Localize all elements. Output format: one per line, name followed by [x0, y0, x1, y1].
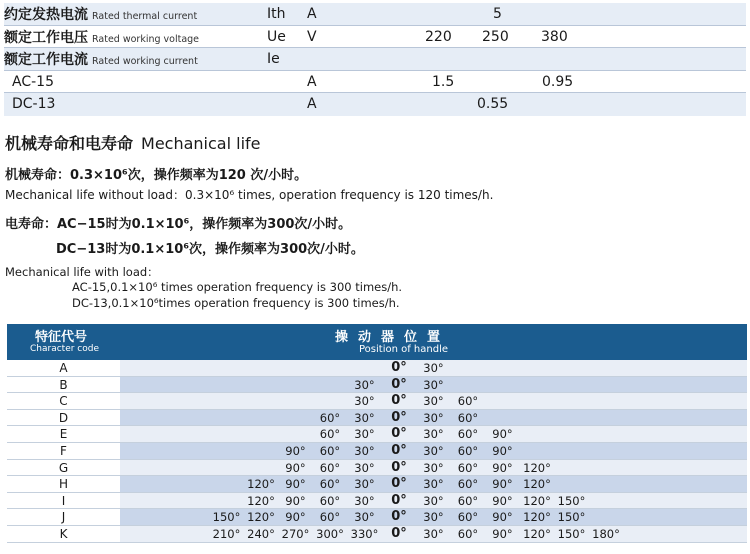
handle-angle: 30°	[354, 443, 375, 458]
character-code: J	[7, 509, 120, 525]
character-code: G	[7, 460, 120, 476]
handle-position-table	[7, 324, 747, 543]
rating-row-current	[4, 48, 746, 71]
mech-life-zh: 机械寿命：0.3×10⁶次，操作频率为120 次/小时。	[5, 168, 308, 183]
handle-angle: 150°	[557, 526, 586, 541]
handle-row	[7, 360, 747, 377]
handle-row	[7, 443, 747, 460]
elec-life-zh-dc: DC−13时为0.1×10⁶次，操作频率为300次/小时。	[56, 242, 364, 257]
handle-angle: 240°	[247, 526, 275, 541]
elec-life-en-dc: DC-13,0.1×10⁶times operation frequency is 300 times/h.	[72, 296, 400, 310]
handle-angle: 120°	[523, 526, 551, 541]
handle-angle: 120°	[523, 460, 551, 475]
handle-angle: 270°	[281, 526, 310, 541]
character-code: I	[7, 493, 120, 509]
handle-angle: 30°	[423, 443, 444, 458]
handle-angle: 90°	[492, 510, 513, 525]
handle-angle: 90°	[492, 443, 513, 458]
handle-row	[7, 476, 747, 493]
rating-category: AC-15	[12, 73, 54, 90]
handle-row	[7, 426, 747, 443]
handle-angle: 300°	[316, 526, 344, 541]
rating-row-voltage	[4, 26, 746, 49]
rating-row-ac15	[4, 71, 746, 94]
section-title-zh: 机械寿命和电寿命	[5, 134, 134, 153]
character-code: E	[7, 426, 120, 442]
rating-row-dc13	[4, 93, 746, 116]
handle-angle: 30°	[423, 361, 444, 375]
handle-angle: 60°	[319, 510, 341, 525]
handle-row	[7, 410, 747, 427]
rating-value: 380	[541, 28, 568, 45]
handle-row	[7, 393, 747, 410]
handle-angle: 60°	[319, 460, 341, 475]
handle-angle-zero: 0°	[391, 459, 407, 475]
header-code-en: Character code	[30, 344, 99, 354]
elec-life-en-ac: AC-15,0.1×10⁶ times operation frequency is 300 times/h.	[72, 280, 403, 294]
handle-angle: 60°	[457, 427, 479, 442]
handle-angle: 120°	[247, 510, 275, 525]
character-code: A	[7, 360, 120, 376]
handle-angle: 60°	[457, 510, 479, 525]
rating-unit: V	[307, 28, 317, 45]
handle-angle-zero: 0°	[391, 476, 407, 492]
handle-angle: 90°	[492, 427, 513, 442]
handle-table-body	[7, 360, 747, 543]
rating-symbol: Ue	[267, 28, 286, 45]
handle-angle: 60°	[319, 410, 341, 425]
handle-angle: 60°	[457, 526, 479, 541]
handle-angle: 90°	[285, 460, 306, 475]
section-title-en: Mechanical life	[141, 134, 261, 153]
handle-angle: 90°	[285, 510, 306, 525]
handle-angle: 30°	[423, 377, 444, 392]
handle-angle-zero: 0°	[391, 360, 407, 375]
section-title	[5, 131, 261, 154]
character-code: B	[7, 377, 120, 393]
handle-angle: 60°	[319, 493, 341, 508]
handle-angle: 120°	[247, 493, 275, 508]
rating-label-en: Rated working current	[92, 56, 198, 68]
rating-label-zh: 约定发热电流	[4, 7, 88, 23]
handle-row	[7, 460, 747, 477]
handle-angle: 30°	[354, 493, 375, 508]
elec-life-en-heading: Mechanical life with load：	[5, 265, 159, 279]
rating-value: 0.95	[542, 73, 574, 90]
rating-symbol: Ith	[267, 6, 286, 22]
handle-angle: 60°	[319, 443, 341, 458]
rating-unit: A	[307, 73, 317, 90]
elec-life-zh-ac: 电寿命：AC−15时为0.1×10⁶，操作频率为300次/小时。	[5, 217, 352, 232]
handle-angle: 150°	[557, 493, 586, 508]
rating-label-en: Rated working voltage	[92, 33, 200, 45]
handle-angle-zero: 0°	[391, 525, 407, 541]
character-code: C	[7, 393, 120, 409]
handle-angle: 30°	[423, 493, 444, 508]
rating-value: 250	[482, 28, 509, 45]
handle-angle: 30°	[423, 410, 444, 425]
handle-angle: 30°	[354, 427, 375, 442]
rating-symbol: Ie	[267, 51, 280, 68]
handle-angle: 30°	[354, 477, 375, 492]
character-code: K	[7, 526, 120, 542]
handle-row	[7, 493, 747, 510]
character-code: D	[7, 410, 120, 426]
header-position-en: Position of handle	[359, 344, 449, 355]
mech-life-en: Mechanical life without load：0.3×10⁶ times, operation frequency is 120 times/h.	[5, 188, 494, 202]
handle-angle: 30°	[354, 394, 375, 409]
handle-angle: 60°	[457, 394, 479, 409]
rating-value: 5	[493, 6, 502, 22]
handle-angle: 30°	[354, 510, 375, 525]
handle-angle-zero: 0°	[391, 376, 407, 392]
handle-angle: 330°	[350, 526, 379, 541]
handle-angle-zero: 0°	[391, 393, 407, 409]
handle-angle: 90°	[492, 526, 513, 541]
rating-unit: A	[307, 96, 317, 113]
handle-angle: 120°	[523, 477, 551, 492]
handle-angle: 150°	[557, 510, 586, 525]
handle-angle: 30°	[354, 410, 375, 425]
rating-label-en: Rated thermal current	[92, 11, 198, 22]
character-code: H	[7, 476, 120, 492]
handle-angle: 30°	[354, 460, 375, 475]
handle-angle: 60°	[319, 477, 341, 492]
handle-angle-zero: 0°	[391, 509, 407, 525]
rating-row-thermal	[4, 3, 746, 26]
handle-angle: 90°	[285, 493, 306, 508]
header-position-zh: 操动器位置	[335, 330, 451, 345]
rating-value: 1.5	[432, 73, 455, 90]
handle-angle: 90°	[285, 443, 306, 458]
rating-label-zh: 额定工作电压	[4, 29, 88, 46]
handle-angle-zero: 0°	[391, 492, 407, 508]
header-code-zh: 特征代号	[35, 330, 88, 345]
handle-angle: 60°	[457, 493, 479, 508]
handle-angle: 210°	[212, 526, 241, 541]
handle-angle: 60°	[457, 460, 479, 475]
handle-angle: 30°	[423, 460, 444, 475]
handle-angle: 180°	[592, 526, 620, 541]
handle-row	[7, 509, 747, 526]
handle-angle: 60°	[319, 427, 341, 442]
handle-angle-zero: 0°	[391, 409, 407, 425]
handle-angle: 30°	[423, 477, 444, 492]
handle-angle: 120°	[523, 493, 551, 508]
handle-angle: 90°	[492, 493, 513, 508]
handle-angle-zero: 0°	[391, 442, 407, 458]
handle-row	[7, 377, 747, 394]
handle-angle: 90°	[492, 477, 513, 492]
ratings-table	[4, 3, 746, 116]
handle-angle: 60°	[457, 443, 479, 458]
handle-angle: 30°	[423, 394, 444, 409]
rating-category: DC-13	[12, 96, 56, 113]
handle-angle: 30°	[423, 510, 444, 525]
handle-row	[7, 526, 747, 543]
character-code: F	[7, 443, 120, 459]
handle-angle: 60°	[457, 477, 479, 492]
handle-angle: 30°	[354, 377, 375, 392]
handle-angle-zero: 0°	[391, 426, 407, 442]
handle-angle: 120°	[247, 477, 275, 492]
handle-angle: 90°	[492, 460, 513, 475]
handle-angle: 30°	[423, 427, 444, 442]
rating-value: 0.55	[477, 96, 509, 113]
rating-value: 220	[425, 28, 452, 45]
handle-table-header	[7, 324, 747, 360]
rating-unit: A	[307, 6, 317, 22]
rating-label-zh: 额定工作电流	[4, 52, 88, 69]
handle-angle: 120°	[523, 510, 551, 525]
handle-angle: 30°	[423, 526, 444, 541]
handle-angle: 150°	[212, 510, 241, 525]
handle-angle: 60°	[457, 410, 479, 425]
handle-angle: 90°	[285, 477, 306, 492]
